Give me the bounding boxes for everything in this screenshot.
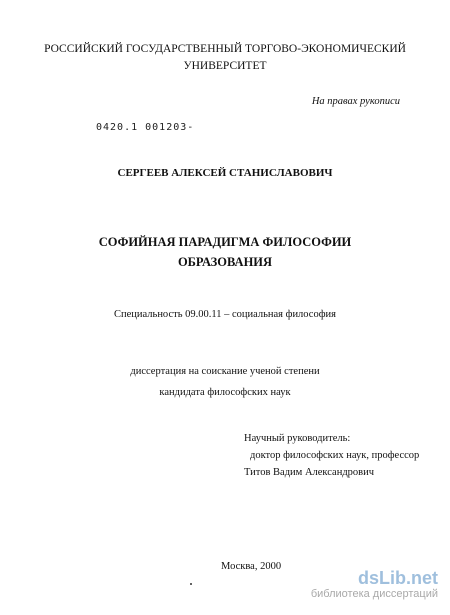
dissertation-degree	[0, 361, 450, 403]
watermark-logo: dsLib.net	[358, 568, 438, 588]
title-line-1: СОФИЙНАЯ ПАРАДИГМА ФИЛОСОФИИ	[98, 235, 352, 249]
page-dot	[190, 583, 192, 585]
degree-line-1: диссертация на соискание ученой степени	[130, 366, 320, 377]
author-name: СЕРГЕЕВ АЛЕКСЕЙ СТАНИСЛАВОВИЧ	[117, 167, 333, 179]
university-line-2: УНИВЕРСИТЕТ	[183, 60, 267, 72]
catalog-code: 0420.1 001203-	[96, 122, 195, 133]
university-name	[0, 41, 450, 75]
title-line-2: ОБРАЗОВАНИЯ	[177, 255, 273, 269]
degree-line-2: кандидата философских наук	[159, 387, 291, 398]
university-line-1: РОССИЙСКИЙ ГОСУДАРСТВЕННЫЙ ТОРГОВО-ЭКОНОМИЧЕСКИЙ	[44, 43, 406, 55]
city-year: Москва, 2000	[221, 561, 282, 572]
supervisor-name: Титов Вадим Александрович	[244, 467, 375, 478]
supervisor-degree: доктор философских наук, профессор	[250, 450, 420, 461]
specialty: Специальность 09.00.11 – социальная философия	[114, 309, 336, 320]
supervisor-block	[244, 430, 419, 481]
rights-note: На правах рукописи	[311, 96, 400, 107]
watermark	[311, 568, 438, 601]
dissertation-title	[0, 232, 450, 272]
supervisor-label: Научный руководитель:	[244, 433, 351, 444]
watermark-subtitle: библиотека диссертаций	[310, 588, 438, 600]
